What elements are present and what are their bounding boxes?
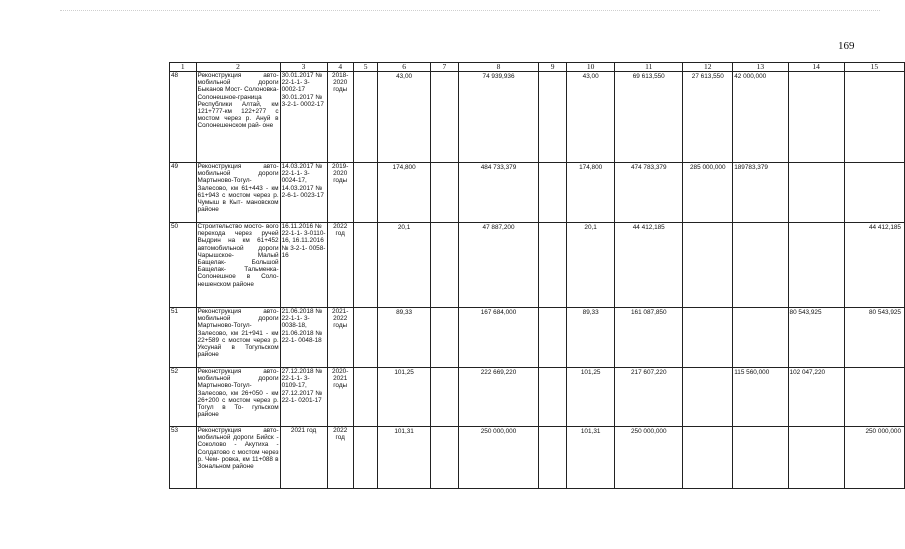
cell-col12 <box>683 427 733 489</box>
cell-col6: 101,25 <box>378 368 431 427</box>
column-header: 7 <box>430 63 458 72</box>
cell-col11: 44 412,185 <box>615 223 683 308</box>
object-name: Строительство мосто- вого перехода через ручей Выдрин на км 61+452 автомобильной дороги Чарышское- Малый Бащелак- Большой Бащелак- Тальменка- Солонешное в Соло- нешенском районе <box>196 223 280 308</box>
cell-col12 <box>683 223 733 308</box>
cell-col7 <box>430 223 458 308</box>
table-row <box>170 308 905 368</box>
cell-col9 <box>539 223 567 308</box>
cell-col9 <box>539 72 567 163</box>
cell-col7 <box>430 163 458 223</box>
period: 2021- 2022 годы <box>327 308 353 368</box>
cell-col11: 474 783,379 <box>615 163 683 223</box>
cell-col8: 74 939,936 <box>458 72 538 163</box>
period: 2022 год <box>327 223 353 308</box>
cell-col14 <box>788 427 844 489</box>
cell-col6: 174,800 <box>378 163 431 223</box>
column-header: 2 <box>196 63 280 72</box>
row-number: 52 <box>170 368 197 427</box>
table-row <box>170 72 905 163</box>
object-name: Реконструкция авто- мобильной дороги Мартыново-Тогул- Залесово, км 61+443 - км 61+943 с мостом через р. Чумыш в Кыт- мановском районе <box>196 163 280 223</box>
cell-col10: 20,1 <box>567 223 615 308</box>
cell-col9 <box>539 427 567 489</box>
cell-col14: 80 543,925 <box>788 308 844 368</box>
cell-col13: 42 000,000 <box>733 72 788 163</box>
document-info: 2021 год <box>280 427 327 489</box>
cell-col5 <box>353 427 377 489</box>
column-header: 8 <box>458 63 538 72</box>
cell-col5 <box>353 72 377 163</box>
cell-col10: 43,00 <box>567 72 615 163</box>
cell-col5 <box>353 223 377 308</box>
cell-col15: 44 412,185 <box>844 223 904 308</box>
cell-col13: 115 560,000 <box>733 368 788 427</box>
cell-col12 <box>683 308 733 368</box>
column-header: 10 <box>567 63 615 72</box>
period: 2020- 2021 годы <box>327 368 353 427</box>
cell-col14: 102 047,220 <box>788 368 844 427</box>
cell-col11: 161 087,850 <box>615 308 683 368</box>
row-number: 48 <box>170 72 197 163</box>
column-header: 11 <box>615 63 683 72</box>
row-number: 49 <box>170 163 197 223</box>
cell-col8: 47 887,200 <box>458 223 538 308</box>
cell-col7 <box>430 368 458 427</box>
cell-col15: 250 000,000 <box>844 427 904 489</box>
cell-col15 <box>844 72 904 163</box>
row-number: 53 <box>170 427 197 489</box>
header-row <box>170 63 905 72</box>
column-header: 14 <box>788 63 844 72</box>
cell-col10: 101,25 <box>567 368 615 427</box>
column-header: 15 <box>844 63 904 72</box>
cell-col8: 250 000,000 <box>458 427 538 489</box>
cell-col8: 484 733,379 <box>458 163 538 223</box>
cell-col7 <box>430 72 458 163</box>
cell-col12: 285 000,000 <box>683 163 733 223</box>
cell-col13: 189783,379 <box>733 163 788 223</box>
column-header: 6 <box>378 63 431 72</box>
cell-col13 <box>733 308 788 368</box>
cell-col10: 101,31 <box>567 427 615 489</box>
row-number: 50 <box>170 223 197 308</box>
column-header: 13 <box>733 63 788 72</box>
scan-artifact-line <box>60 10 880 11</box>
cell-col8: 222 669,220 <box>458 368 538 427</box>
document-info: 16.11.2016 № 22-1-1- 3-0110-16, 16.11.2016 № 3-2-1- 0058-16 <box>280 223 327 308</box>
cell-col15 <box>844 368 904 427</box>
cell-col5 <box>353 368 377 427</box>
column-header: 12 <box>683 63 733 72</box>
cell-col11: 250 000,000 <box>615 427 683 489</box>
row-number: 51 <box>170 308 197 368</box>
period: 2018- 2020 годы <box>327 72 353 163</box>
project-table <box>169 62 905 489</box>
cell-col9 <box>539 368 567 427</box>
column-header: 5 <box>353 63 377 72</box>
column-header: 4 <box>327 63 353 72</box>
cell-col9 <box>539 308 567 368</box>
cell-col13 <box>733 223 788 308</box>
cell-col13 <box>733 427 788 489</box>
cell-col6: 20,1 <box>378 223 431 308</box>
cell-col11: 217 607,220 <box>615 368 683 427</box>
cell-col15 <box>844 163 904 223</box>
period: 2022 год <box>327 427 353 489</box>
cell-col8: 167 684,000 <box>458 308 538 368</box>
cell-col14 <box>788 72 844 163</box>
period: 2019- 2020 годы <box>327 163 353 223</box>
cell-col5 <box>353 308 377 368</box>
cell-col10: 89,33 <box>567 308 615 368</box>
object-name: Реконструкция авто- мобильной дороги Быканов Мост- Солоновка- Солонешное-граница Республики Алтай, км 121+777-км 122+277 с мостом через р. Ануй в Солонешенском рай- оне <box>196 72 280 163</box>
document-info: 21.06.2018 № 22-1-1- 3-0038-18, 21.06.2018 № 22-1- 0048-18 <box>280 308 327 368</box>
table-row <box>170 163 905 223</box>
cell-col9 <box>539 163 567 223</box>
cell-col5 <box>353 163 377 223</box>
cell-col7 <box>430 308 458 368</box>
cell-col15: 80 543,925 <box>844 308 904 368</box>
document-info: 14.03.2017 № 22-1-1- 3-0024-17, 14.03.2017 № 2-6-1- 0023-17 <box>280 163 327 223</box>
cell-col6: 43,00 <box>378 72 431 163</box>
cell-col7 <box>430 427 458 489</box>
cell-col11: 69 613,550 <box>615 72 683 163</box>
table-row <box>170 223 905 308</box>
table-row <box>170 368 905 427</box>
cell-col14 <box>788 223 844 308</box>
cell-col14 <box>788 163 844 223</box>
object-name: Реконструкция авто- мобильной дороги Бийск - Соколово - Акутиха - Солдатово с мостом через р. Чем- ровка, км 11+088 в Зональном районе <box>196 427 280 489</box>
column-header: 3 <box>280 63 327 72</box>
cell-col12 <box>683 368 733 427</box>
object-name: Реконструкция авто- мобильной дороги Мартыново-Тогул- Залесово, км 26+050 - км 26+200 с мостом через р. Тогул в То- гульском районе <box>196 368 280 427</box>
column-header: 9 <box>539 63 567 72</box>
object-name: Реконструкция авто- мобильной дороги Мартыново-Тогул- Залесово, км 21+941 - км 22+589 с мостом через р. Уксунай в Тогульском районе <box>196 308 280 368</box>
document-info: 27.12.2018 № 22-1-1- 3-0109-17, 27.12.2017 № 22-1- 0201-17 <box>280 368 327 427</box>
document-info: 30.01.2017 № 22-1-1- 3-0002-17 30.01.2017 № 3-2-1- 0002-17 <box>280 72 327 163</box>
cell-col6: 101,31 <box>378 427 431 489</box>
table-row <box>170 427 905 489</box>
cell-col10: 174,800 <box>567 163 615 223</box>
cell-col12: 27 613,550 <box>683 72 733 163</box>
column-header: 1 <box>170 63 197 72</box>
page-number: 169 <box>838 40 855 52</box>
cell-col6: 89,33 <box>378 308 431 368</box>
